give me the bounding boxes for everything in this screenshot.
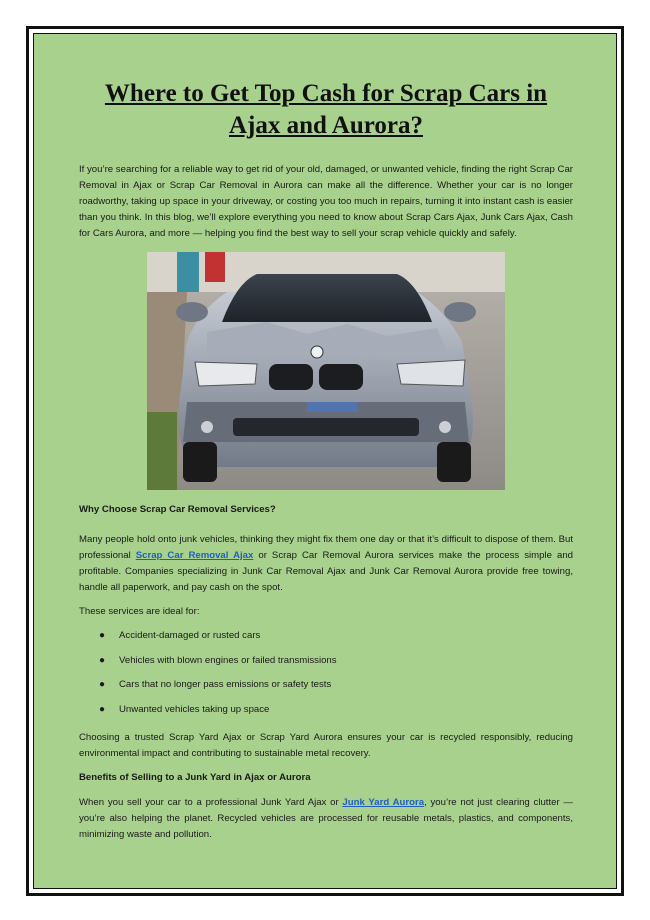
bullet-icon: ● <box>99 703 106 715</box>
bullet-icon: ● <box>99 679 106 690</box>
damaged-car-photo <box>147 252 505 490</box>
list-item: ● Cars that no longer pass emissions or safety tests <box>79 677 573 702</box>
list-item: ● Unwanted vehicles taking up space <box>79 702 573 727</box>
junk-yard-aurora-link[interactable]: Junk Yard Aurora <box>342 797 425 808</box>
scrap-yard-paragraph: Choosing a trusted Scrap Yard Ajax or Scrap Yard Aurora ensures your car is recycled responsibly, reducing environmental impact and contributing to sustainable metal recovery. <box>79 732 573 759</box>
ideal-for-lead: These services are ideal for: <box>79 606 200 617</box>
bullet-icon: ● <box>99 630 106 641</box>
list-item: ● Vehicles with blown engines or failed transmissions <box>79 653 573 678</box>
scrap-car-removal-ajax-link[interactable]: Scrap Car Removal Ajax <box>135 550 254 561</box>
section-heading-why-choose: Why Choose Scrap Car Removal Services? <box>79 504 276 515</box>
ideal-for-list <box>79 628 573 726</box>
section-heading-benefits: Benefits of Selling to a Junk Yard in Ajax or Aurora <box>79 772 311 783</box>
list-item: ● Accident-damaged or rusted cars <box>79 628 573 653</box>
why-choose-paragraph: Many people hold onto junk vehicles, thinking they might fix them one day or that it’s difficult to dispose of them. But professional Scrap Car Removal Ajax or Scrap Car Removal Aurora services make the process simple and profitable. Companies specializing in Junk Car Removal Ajax and Junk Car Removal Aurora provide free towing, handle all paperwork, and pay cash on the spot. <box>79 534 573 593</box>
page-title: Where to Get Top Cash for Scrap Cars in Ajax and Aurora? <box>104 80 548 139</box>
bullet-icon: ● <box>99 654 106 666</box>
intro-paragraph: If you’re searching for a reliable way to get rid of your old, damaged, or unwanted vehicle, finding the right Scrap Car Removal in Ajax or Scrap Car Removal in Aurora can make all the difference. Whether your car is no longer roadworthy, taking up space in your driveway, or costing you too much in repairs, turning it into instant cash is easier than you think. In this blog, we’ll explore everything you need to know about Scrap Cars Ajax, Junk Cars Ajax, Cash for Cars Aurora, and more — helping you find the best way to sell your scrap vehicle quickly and safely. <box>79 164 573 239</box>
benefits-paragraph: When you sell your car to a professional Junk Yard Ajax or Junk Yard Aurora, you’re not just clearing clutter — you’re also helping the planet. Recycled vehicles are processed for reusable metals, plastics, and components, minimizing waste and pollution. <box>79 797 573 840</box>
article-body <box>79 78 573 843</box>
